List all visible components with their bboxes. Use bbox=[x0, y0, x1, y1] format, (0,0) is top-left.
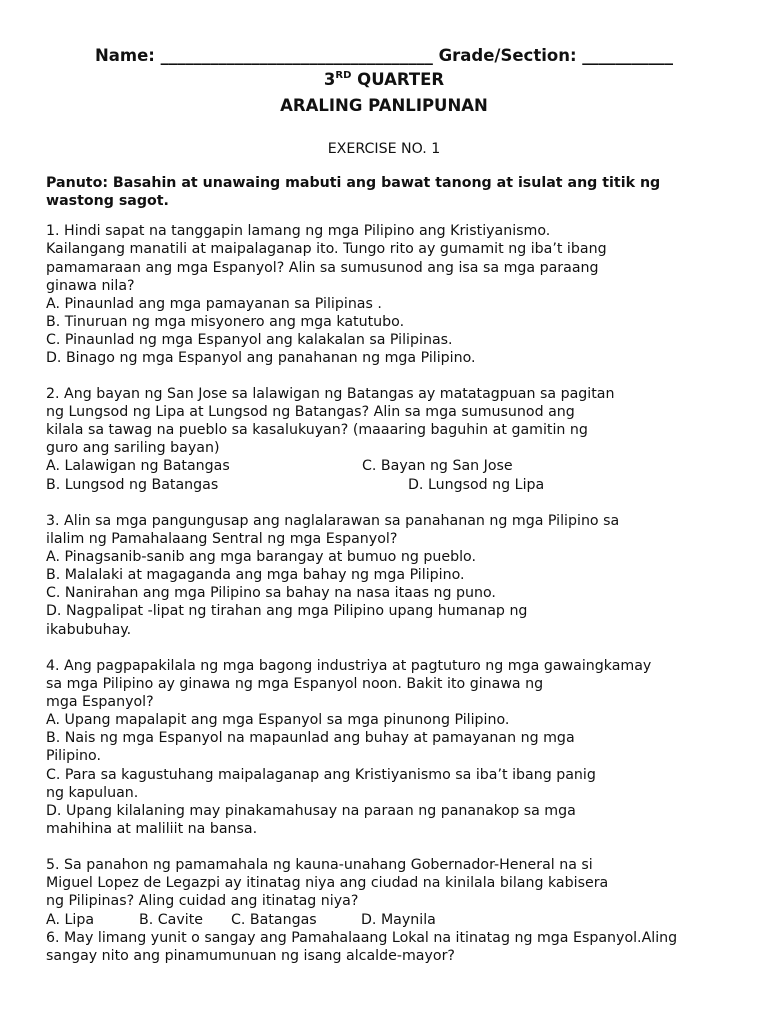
question-1-option-d: D. Binago ng mga Espanyol ang panahanan ng mga Pilipino. bbox=[46, 350, 476, 366]
question-6-line: sangay nito ang pinamumunuan ng isang alcalde-mayor? bbox=[46, 948, 455, 964]
instructions-line-2: wastong sagot. bbox=[46, 193, 169, 209]
question-4-option-b-cont: Pilipino. bbox=[46, 748, 101, 764]
question-3-option-d: D. Nagpalipat -lipat ng tirahan ang mga Pilipino upang humanap ng bbox=[46, 603, 528, 619]
question-3-option-b: B. Malalaki at magaganda ang mga bahay ng mga Pilipino. bbox=[46, 567, 465, 583]
instructions-line-1: Panuto: Basahin at unawaing mabuti ang bawat tanong at isulat ang titik ng bbox=[46, 175, 661, 191]
question-1-option-c: C. Pinaunlad ng mga Espanyol ang kalakalan sa Pilipinas. bbox=[46, 332, 453, 348]
question-4-option-d: D. Upang kilalaning may pinakamahusay na paraan ng pananakop sa mga bbox=[46, 803, 576, 819]
question-5-line: Miguel Lopez de Legazpi ay itinatag niya ang ciudad na kinilala bilang kabisera bbox=[46, 875, 609, 891]
question-1-option-a: A. Pinaunlad ang mga pamayanan sa Pilipinas . bbox=[46, 296, 382, 312]
question-2-option-c: C. Bayan ng San Jose bbox=[362, 458, 513, 474]
question-3-line: 3. Alin sa mga pangungusap ang naglalarawan sa panahanan ng mga Pilipino sa bbox=[46, 513, 620, 529]
question-4-option-a: A. Upang mapalapit ang mga Espanyol sa mga pinunong Pilipino. bbox=[46, 712, 510, 728]
question-4-option-b: B. Nais ng mga Espanyol na mapaunlad ang buhay at pamayanan ng mga bbox=[46, 730, 575, 746]
question-5-option-a: A. Lipa bbox=[46, 912, 95, 928]
question-5-line: ng Pilipinas? Aling cuidad ang itinatag niya? bbox=[46, 893, 359, 909]
subject-heading: ARALING PANLIPUNAN bbox=[280, 96, 488, 115]
question-3-line: ilalim ng Pamahalaang Sentral ng mga Espanyol? bbox=[46, 531, 398, 547]
question-5-option-c: C. Batangas bbox=[231, 912, 317, 928]
question-2-line: kilala sa tawag na pueblo sa kasalukuyan? (maaaring baguhin at gamitin ng bbox=[46, 422, 588, 438]
exercise-title: EXERCISE NO. 1 bbox=[327, 141, 441, 157]
question-4-option-c: C. Para sa kagustuhang maipalaganap ang Kristiyanismo sa iba’t ibang panig bbox=[46, 767, 596, 783]
question-2-line: 2. Ang bayan ng San Jose sa lalawigan ng Batangas ay matatagpuan sa pagitan bbox=[46, 386, 615, 402]
question-5-option-d: D. Maynila bbox=[361, 912, 436, 928]
question-2-option-d: D. Lungsod ng Lipa bbox=[408, 477, 545, 493]
quarter-superscript: RD bbox=[335, 70, 352, 81]
quarter-heading bbox=[0, 70, 768, 89]
question-5-line: 5. Sa panahon ng pamamahala ng kauna-unahang Gobernador-Heneral na si bbox=[46, 857, 593, 873]
question-2-line: guro ang sariling bayan) bbox=[46, 440, 220, 456]
question-4-option-c-cont: ng kapuluan. bbox=[46, 785, 139, 801]
question-3-option-c: C. Nanirahan ang mga Pilipino sa bahay na nasa itaas ng puno. bbox=[46, 585, 496, 601]
question-3-option-a: A. Pinagsanib-sanib ang mga barangay at bumuo ng pueblo. bbox=[46, 549, 476, 565]
question-2-line: ng Lungsod ng Lipa at Lungsod ng Batangas? Alin sa mga sumusunod ang bbox=[46, 404, 575, 420]
question-1-line: 1. Hindi sapat na tanggapin lamang ng mga Pilipino ang Kristiyanismo. bbox=[46, 223, 551, 239]
quarter-word: QUARTER bbox=[351, 70, 445, 89]
question-4-line: mga Espanyol? bbox=[46, 694, 154, 710]
quarter-number: 3 bbox=[323, 70, 336, 89]
question-2-option-a: A. Lalawigan ng Batangas bbox=[46, 458, 230, 474]
question-4-line: sa mga Pilipino ay ginawa ng mga Espanyol noon. Bakit ito ginawa ng bbox=[46, 676, 544, 692]
question-4-option-d-cont: mahihina at maliliit na bansa. bbox=[46, 821, 258, 837]
question-6-line: 6. May limang yunit o sangay ang Pamahalaang Lokal na itinatag ng mga Espanyol.Aling bbox=[46, 930, 678, 946]
question-4-line: 4. Ang pagpapakilala ng mga bagong industriya at pagtuturo ng mga gawaingkamay bbox=[46, 658, 652, 674]
question-1-option-b: B. Tinuruan ng mga misyonero ang mga katutubo. bbox=[46, 314, 405, 330]
name-grade-line: Name: _________________________________ Grade/Section: ___________ bbox=[94, 46, 674, 65]
question-1-line: ginawa nila? bbox=[46, 278, 135, 294]
question-1-line: Kailangang manatili at maipalaganap ito. Tungo rito ay gumamit ng iba’t ibang bbox=[46, 241, 607, 257]
question-1-line: pamamaraan ang mga Espanyol? Alin sa sumusunod ang isa sa mga paraang bbox=[46, 260, 599, 276]
question-2-option-b: B. Lungsod ng Batangas bbox=[46, 477, 219, 493]
question-5-option-b: B. Cavite bbox=[139, 912, 203, 928]
question-3-option-d-cont: ikabubuhay. bbox=[46, 622, 132, 638]
